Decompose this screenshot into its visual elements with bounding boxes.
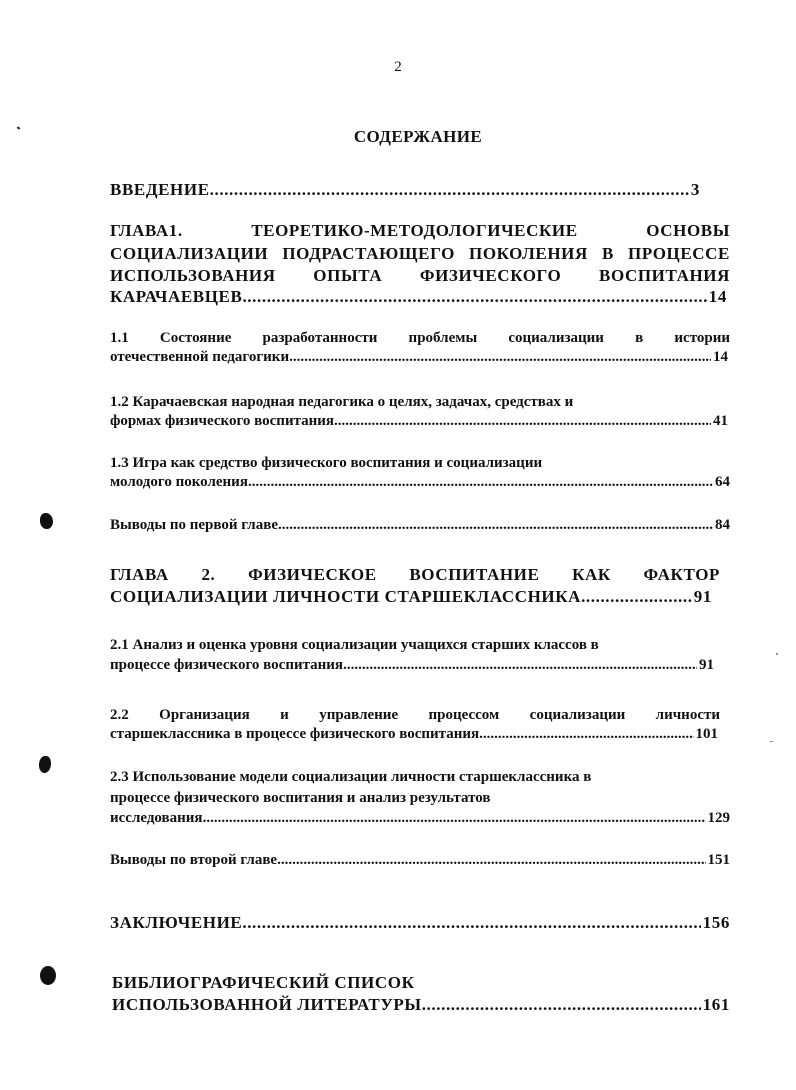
toc-entry-label: процессе физического воспитания — [110, 657, 344, 673]
toc-entry-page: 14 — [708, 287, 727, 306]
toc-entry-label: СОЦИАЛИЗАЦИИ ЛИЧНОСТИ СТАРШЕКЛАССНИКА — [110, 587, 582, 606]
scan-speck — [776, 653, 778, 655]
toc-entry-label: ИСПОЛЬЗОВАННОЙ ЛИТЕРАТУРЫ — [112, 995, 422, 1014]
toc-entry-label: старшеклассника в процессе физического воспитания — [110, 726, 480, 742]
toc-entry-page: 91 — [699, 657, 714, 673]
chapter1-heading-line: ГЛАВА1. ТЕОРЕТИКО-МЕТОДОЛОГИЧЕСКИЕ ОСНОВЫ — [110, 221, 730, 240]
toc-entry-label: ВВЕДЕНИЕ — [110, 180, 210, 199]
toc-entry-label: Выводы по первой главе — [110, 517, 278, 533]
toc-entry-introduction[interactable] — [110, 180, 700, 200]
toc-title: СОДЕРЖАНИЕ — [353, 127, 483, 146]
chapter1-heading-line: СОЦИАЛИЗАЦИИ ПОДРАСТАЮЩЕГО ПОКОЛЕНИЯ В ПРОЦЕССЕ — [110, 244, 730, 263]
toc-entry-label: исследования — [110, 810, 203, 826]
section-2-3-line: процессе физического воспитания и анализ результатов — [110, 790, 491, 806]
section-2-3-line: 2.3 Использование модели социализации личности старшеклассника в — [110, 769, 592, 785]
scan-blot — [40, 513, 53, 529]
toc-entry-label: молодого поколения — [110, 474, 248, 490]
toc-entry-page: 84 — [715, 517, 730, 533]
toc-entry-label: Выводы по второй главе — [110, 852, 278, 868]
toc-entry-page: 64 — [715, 474, 730, 490]
toc-entry-section-1-1[interactable] — [110, 349, 728, 369]
toc-entry-page: 156 — [702, 913, 730, 932]
toc-entry-label: отечественной педагогики — [110, 349, 290, 365]
toc-entry-section-1-3[interactable] — [110, 474, 730, 494]
toc-entry-section-2-1[interactable] — [110, 657, 714, 677]
toc-entry-page: 151 — [707, 852, 730, 868]
toc-entry-page: 129 — [707, 810, 730, 826]
section-1-3-line: 1.3 Игра как средство физического воспитания и социализации — [110, 455, 543, 471]
toc-entry-label: формах физического воспитания — [110, 413, 335, 429]
toc-entry-label: КАРАЧАЕВЦЕВ — [110, 287, 243, 306]
toc-entry-page: 41 — [713, 413, 728, 429]
scan-blot — [39, 756, 51, 773]
toc-entry-page: 3 — [690, 180, 700, 199]
section-1-2-line: 1.2 Карачаевская народная педагогика о целях, задачах, средствах и — [110, 394, 574, 410]
toc-entry-label: ЗАКЛЮЧЕНИЕ — [110, 913, 243, 932]
toc-entry-chapter1[interactable] — [110, 287, 727, 307]
toc-entry-conclusions-1[interactable] — [110, 517, 730, 537]
toc-entry-section-2-3[interactable] — [110, 810, 730, 830]
section-2-1-line: 2.1 Анализ и оценка уровня социализации учащихся старших классов в — [110, 637, 599, 653]
toc-entry-section-2-2[interactable] — [110, 726, 718, 746]
toc-entry-page: 101 — [695, 726, 718, 742]
bibliography-heading-line: БИБЛИОГРАФИЧЕСКИЙ СПИСОК — [112, 973, 415, 992]
toc-entry-conclusions-2[interactable] — [110, 852, 730, 872]
toc-entry-page: 161 — [702, 995, 730, 1014]
toc-entry-chapter2[interactable] — [110, 587, 712, 607]
chapter2-heading-line: ГЛАВА 2. ФИЗИЧЕСКОЕ ВОСПИТАНИЕ КАК ФАКТОР — [110, 565, 720, 584]
toc-entry-page: 91 — [693, 587, 712, 606]
section-1-1-line: 1.1 Состояние разработанности проблемы социализации в истории — [110, 330, 730, 346]
scan-speck — [770, 741, 773, 742]
toc-entry-conclusion[interactable] — [110, 913, 730, 933]
chapter1-heading-line: ИСПОЛЬЗОВАНИЯ ОПЫТА ФИЗИЧЕСКОГО ВОСПИТАНИЯ — [110, 266, 730, 285]
page-number: 2 — [394, 59, 402, 75]
scan-blot — [40, 966, 56, 985]
section-2-2-line: 2.2 Организация и управление процессом социализации личности — [110, 707, 720, 723]
toc-entry-bibliography[interactable] — [112, 995, 730, 1015]
toc-entry-section-1-2[interactable] — [110, 413, 728, 433]
toc-entry-page: 14 — [713, 349, 728, 365]
